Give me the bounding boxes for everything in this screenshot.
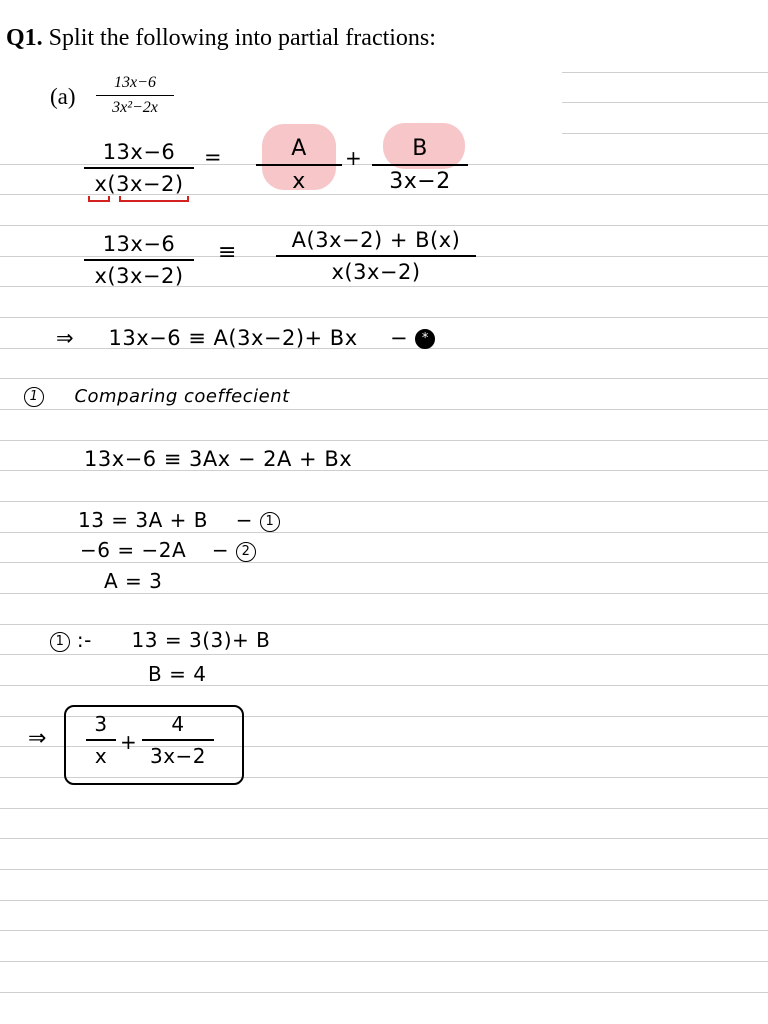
b-value: B = 4	[148, 662, 207, 686]
underline-factor	[119, 196, 189, 202]
question-heading	[6, 25, 436, 52]
substitution-line	[50, 628, 270, 652]
question-number: Q1.	[6, 25, 43, 51]
step1-lhs-num: 13x−6	[102, 140, 176, 164]
step3-dash: −	[390, 326, 409, 350]
step3-equation: 13x−6 ≡ A(3x−2)+ Bx	[108, 326, 358, 350]
step1-term-b	[372, 136, 468, 194]
answer-plus: +	[120, 730, 138, 754]
step2-lhs-den: x(3x−2)	[94, 264, 184, 288]
step1-term-a-num: A	[291, 136, 307, 161]
step2-lhs	[84, 232, 194, 288]
step1-term-a-den: x	[292, 169, 306, 194]
equation-2-dash: −	[211, 538, 230, 562]
underline-x	[88, 196, 110, 202]
part-label: (a)	[50, 84, 76, 109]
answer-term-2	[142, 712, 214, 768]
equation-2	[80, 538, 256, 562]
answer-term-1-den: x	[94, 744, 108, 768]
step1-term-b-den: 3x−2	[389, 169, 451, 194]
comparing-text: Comparing coeffecient	[74, 386, 290, 407]
step2-lhs-num: 13x−6	[102, 232, 176, 256]
answer-term-2-den: 3x−2	[149, 744, 207, 768]
substitution-equation: 13 = 3(3)+ B	[131, 628, 271, 652]
answer-arrow: ⇒	[28, 726, 47, 751]
step1-lhs-den: x(3x−2)	[94, 172, 184, 196]
step3-arrow: ⇒	[56, 326, 75, 350]
step1-lhs	[84, 140, 194, 196]
step1-term-b-num: B	[412, 136, 428, 161]
equation-1-marker: 1	[260, 512, 280, 532]
given-denominator: 3x²−2x	[112, 99, 158, 116]
step3-ref-marker: *	[415, 329, 435, 349]
substitution-colon: :-	[76, 628, 92, 652]
step2-equiv: ≡	[218, 240, 237, 265]
step2-rhs-den: x(3x−2)	[331, 260, 421, 284]
equation-1-dash: −	[235, 508, 254, 532]
step1-term-a	[256, 136, 342, 194]
equation-2-marker: 2	[236, 542, 256, 562]
given-numerator: 13x−6	[114, 74, 156, 91]
expanded-equation: 13x−6 ≡ 3Ax − 2A + Bx	[84, 447, 353, 471]
a-value: A = 3	[104, 569, 163, 593]
equation-2-text: −6 = −2A	[80, 538, 187, 562]
comparing-line	[24, 386, 290, 407]
given-fraction	[96, 74, 174, 117]
answer-term-2-num: 4	[171, 712, 185, 736]
equation-1	[78, 508, 280, 532]
answer-term-1-num: 3	[94, 712, 108, 736]
step2-rhs-num: A(3x−2) + B(x)	[291, 228, 461, 252]
comparing-marker: 1	[24, 387, 44, 407]
question-text: Split the following into partial fractions:	[48, 25, 436, 51]
step1-plus: +	[345, 146, 363, 170]
equation-1-text: 13 = 3A + B	[78, 508, 209, 532]
step2-rhs	[276, 228, 476, 284]
step1-equals: =	[204, 145, 223, 169]
step3-line	[56, 326, 435, 350]
answer-term-1	[86, 712, 116, 768]
substitution-marker: 1	[50, 632, 70, 652]
